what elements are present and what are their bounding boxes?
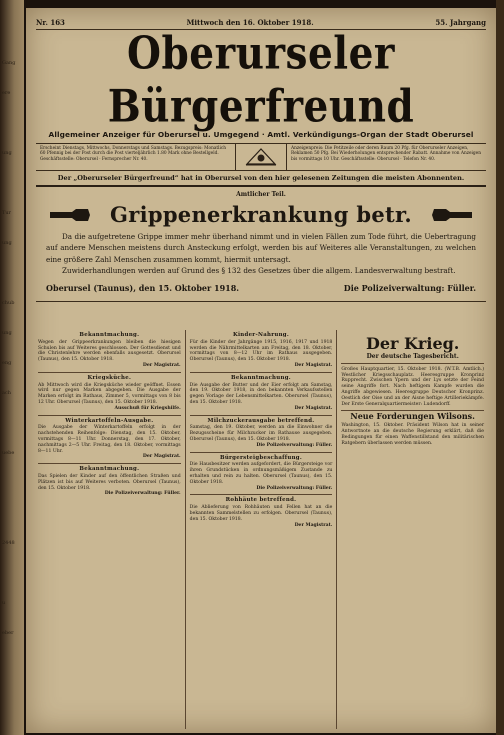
official-notice (46, 231, 476, 277)
notice-body: Für die Kinder der Jahrgänge 1915, 1916, 1917 und 1918 werden die Nährmittelkarten am Freitag, den 18. Oktober, vormittags von 8—12 Uhr im Rathaus ausgegeben. Oberursel (Taunus), den 15. Oktober 1918. (189, 339, 333, 363)
column-rule (38, 372, 181, 373)
war-subtitle: Der deutsche Tagesbericht. (366, 353, 459, 360)
notice-signature: Der Magistrat. (142, 454, 181, 460)
pointing-hand-icon (430, 208, 474, 222)
notice-body: Samstag, den 19. Oktober, werden an die Einwohner die Bezugsscheine für Milchzucker im Rathause ausgegeben. Oberursel (Taunus), den 15. Oktober 1918. (189, 425, 333, 442)
column-rule (190, 415, 333, 416)
left-margin-strip (0, 0, 24, 735)
notice-title: Bekanntmachung. (231, 374, 291, 381)
notice-title: Kinder-Nahrung. (232, 332, 290, 338)
notice-signature: Ausschuß für Kriegshilfe. (114, 405, 181, 411)
adjacent-page-fragment: ach (2, 390, 12, 396)
column-rule (190, 494, 333, 495)
column-left (34, 330, 186, 729)
city-emblem-icon (235, 144, 287, 170)
column-rule (190, 452, 333, 453)
official-headline: Grippenerkrankung betr. (109, 202, 413, 227)
notice-signature: Die Polizeiverwaltung: Füller. (256, 485, 333, 491)
adjacent-page-fragment: Gang (2, 60, 16, 66)
notice-signature: Die Polizeiverwaltung: Füller. (104, 491, 181, 497)
volume-number: 55. Jahrgang (435, 18, 486, 27)
notice-paragraph: Zuwiderhandlungen werden auf Grund des § 132 des Gesetzes über die allgem. Landesverwaltung bestraft. (62, 266, 456, 276)
adjacent-page-fragment: chub (2, 300, 15, 306)
pointing-hand-icon (48, 208, 92, 222)
adjacent-page-fragment: uebe (2, 450, 15, 456)
authority-signature: Die Polizeiverwaltung: Füller. (343, 282, 476, 293)
headline-row (26, 202, 496, 227)
adjacent-page-fragment: eng (2, 360, 12, 366)
column-rule (38, 463, 181, 464)
masthead-subtitle: Allgemeiner Anzeiger für Oberursel u. Umgegend · Amtl. Verkündigungs-Organ der Stadt Oberursel (48, 130, 474, 139)
notice-body: Die Ausgabe der Butter und der Eier erfolgt am Samstag, den 19. Oktober 1918, in den bekannten Verkaufsstellen gegen Vorlage der Lebensmittelkarten. Oberursel (Taunus), den 15. Oktober 1918. (189, 382, 333, 405)
column-rule (38, 415, 181, 416)
adjacent-page-fragment: eber (2, 630, 14, 636)
column-rule (341, 363, 484, 364)
notice-title: Bürgersteigbeschaffung. (219, 454, 303, 461)
notice-signature: Der Magistrat. (294, 405, 333, 411)
column-rule (190, 372, 333, 373)
wilson-report: Washington, 15. Oktober. Präsident Wilson hat in seiner Antwortnote an die deutsche Regierung erklärt, daß die Bedingungen für einen Waffenstillstand den militärischen Ratgebern überlassen werden müssen. (341, 423, 485, 446)
adjacent-page-fragment: u (2, 600, 6, 606)
notice-title: Kriegsküche. (87, 374, 132, 381)
notice-body: Wegen der Grippeerkrankungen bleiben die hiesigen Schulen bis auf Weiteres geschlossen. Der Gottesdienst und die Christenlehre werden ebenfalls ausgesetzt. Oberursel (Taunus), den 15. Oktober 1918. (38, 339, 181, 363)
notice-body: Die Hausbesitzer werden aufgefordert, die Bürgersteige vor ihren Grundstücken in ordnungsmäßigem Zustande zu erhalten und rein zu halten. Oberursel (Taunus), den 15. Oktober 1918. (189, 462, 333, 485)
notice-title: Bekanntmachung. (79, 332, 140, 338)
wilson-headline: Neue Forderungen Wilsons. (350, 411, 475, 422)
notice-body: Die Ablieferung von Rohhäuten und Fellen hat an die bekannten Sammelstellen zu erfolgen. Oberursel (Taunus), den 15. Oktober 1918. (189, 505, 333, 522)
issue-number: Nr. 163 (36, 18, 65, 27)
place-date: Oberursel (Taunus), den 15. Oktober 1918. (46, 282, 240, 293)
adjacent-page-fragment: 2448 (2, 540, 15, 546)
adjacent-page-fragment: ung (2, 330, 12, 336)
subscription-info: Erscheint Dienstags, Mittwochs, Donnerstags und Samstags. Bezugspreis: Monatlich 60 Pfennig bei der Post durch die Post vierteljährlich 1.80 Mark ohne Bestellgeld. Geschäftsstelle: Oberursel · Fernsprecher Nr. 40. (40, 146, 227, 162)
right-margin-strip (496, 0, 504, 735)
adjacent-page-fragment: ung (2, 240, 12, 246)
notice-title: Milchzuckerausgabe betreffend. (207, 417, 315, 424)
war-report: Großes Hauptquartier, 15. Oktober 1918. (W.T.B. Amtlich.) Westlicher Kriegsschauplatz. Heeresgruppe Kronprinz Rupprecht. Zwischen Ypern und der Lys setzte der Feind seine Angriffe fort. Nach heftigem Kampfe wurden die Angriffe abgewiesen. Heeresgruppe Deutscher Kronprinz. Oestlich der Oise und an der Aisne heftige Artilleriekämpfe. Der Erste Generalquartiermeister: Ludendorff. (341, 366, 485, 407)
slogan: Der „Oberurseler Bürgerfreund“ hat in Oberursel von den hier gelesenen Zeitungen die meisten Abonnenten. (36, 171, 486, 187)
issue-date: Mittwoch den 16. Oktober 1918. (186, 18, 314, 27)
notice-title: Winterkartoffeln-Ausgabe. (65, 417, 154, 424)
info-bar (36, 143, 486, 171)
notice-body: Ab Mittwoch wird die Kriegsküche wieder geöffnet. Essen wird nur gegen Marken abgegeben. Die Ausgabe der Marken erfolgt im Rathaus, Zimmer 5, vormittags von 8 bis 12 Uhr. Oberursel (Taunus), den 15. Oktober 1918. (38, 382, 181, 405)
column-middle (186, 330, 338, 729)
column-area (34, 330, 488, 729)
newspaper-page (26, 8, 496, 733)
notice-body: Die Ausgabe der Winterkartoffeln erfolgt in der nachstehenden Reihenfolge: Dienstag, den 15. Oktober, vormittags 8—11 Uhr. Donnerstag, den 17. Oktober, nachmittags 2—5 Uhr. Freitag, den 18. Oktober, vormittags 8—11 Uhr. (38, 425, 181, 454)
notice-paragraph: Da die aufgetretene Grippe immer mehr überhand nimmt und in vielen Fällen zum Tode führt, die Uebertragung auf andere Menschen meistens durch Ansteckung erfolgt, werden bis auf Weiteres alle Veranstaltungen, zu welchen eine größere Zahl Menschen zusammen kommt, hiermit untersagt. (46, 232, 476, 264)
section-divider (36, 301, 486, 302)
advertising-info: Anzeigenpreis: Die Petitzeile oder deren Raum 20 Pfg. für Oberurseler Anzeigen, Reklamen 50 Pfg. Bei Wiederholungen entsprechender Rabatt. Annahme von Anzeigen bis vormittags 10 Uhr. Geschäftsstelle: Oberursel · Telefon Nr. 40. (291, 146, 481, 162)
notice-dateline (46, 283, 476, 293)
war-headline: Der Krieg. (365, 334, 460, 353)
column-right (337, 330, 488, 729)
notice-body: Das Spielen der Kinder auf den öffentlichen Straßen und Plätzen ist bis auf Weiteres verboten. Oberursel (Taunus), den 15. Oktober 1918. (38, 473, 181, 491)
notice-signature: Der Magistrat. (294, 522, 333, 528)
official-section-label: Amtlicher Teil. (236, 191, 286, 198)
masthead: Oberurseler Bürgerfreund (107, 27, 415, 133)
notice-title: Rohhäute betreffend. (225, 497, 297, 504)
adjacent-page-fragment: ere (2, 90, 11, 96)
adjacent-page-fragment: Tur (2, 210, 11, 216)
notice-signature: Der Magistrat. (294, 362, 333, 368)
adjacent-page-fragment: ung (2, 150, 12, 156)
notice-signature: Die Polizeiverwaltung: Füller. (256, 442, 333, 448)
notice-title: Bekanntmachung. (79, 466, 140, 473)
notice-signature: Der Magistrat. (142, 362, 181, 368)
